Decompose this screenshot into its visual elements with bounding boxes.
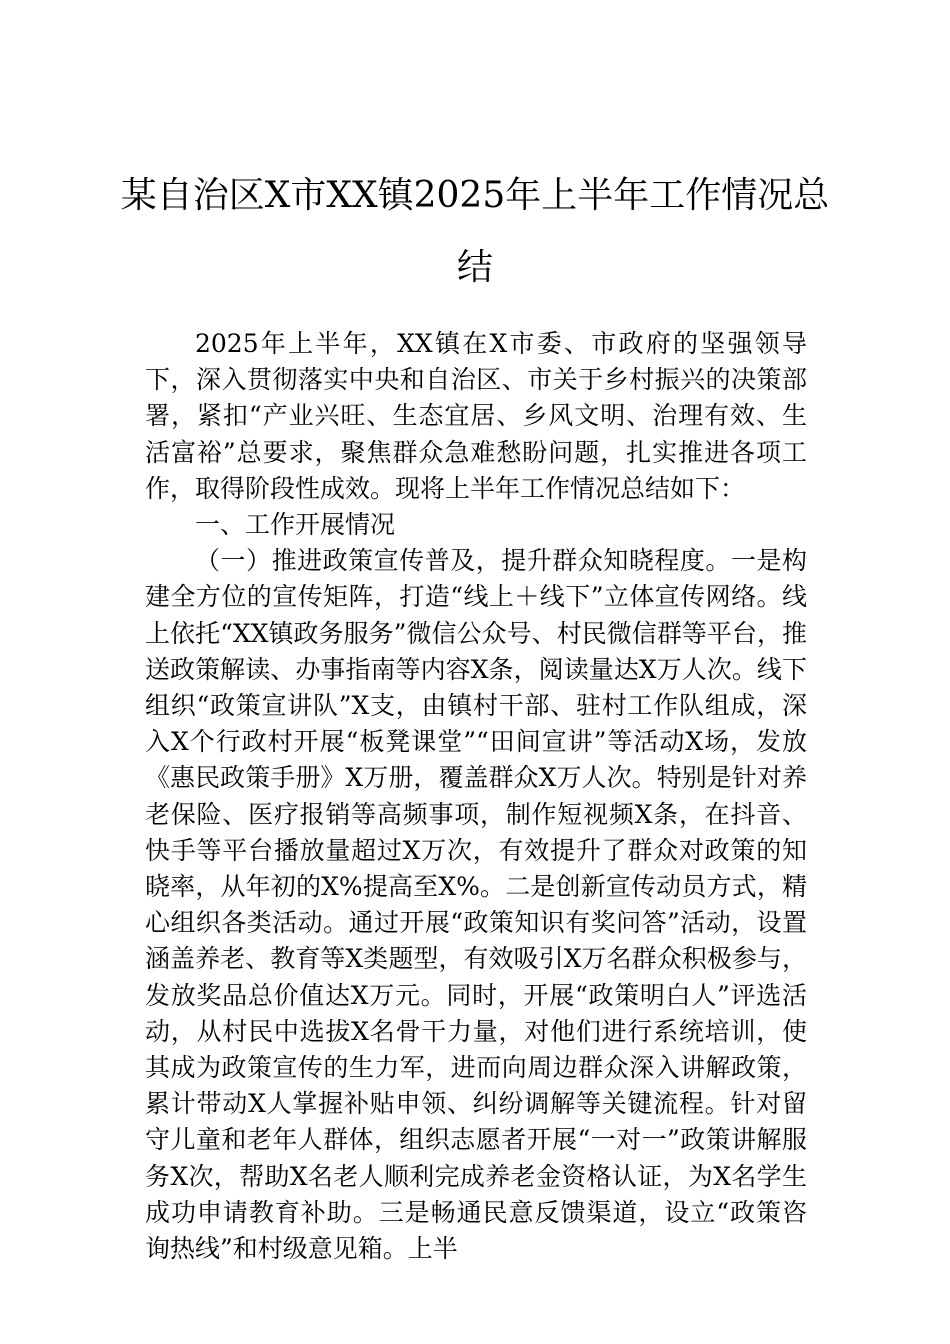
document-body [145, 326, 807, 1267]
section-heading: 一、工作开展情况 [195, 510, 396, 540]
body-paragraph: （一）推进政策宣传普及，提升群众知晓程度。一是构建全方位的宣传矩阵，打造“线上＋线下”立体宣传网络。线上依托“XX镇政务服务”微信公众号、村民微信群等平台，推送政策解读、办事指南等内容X条，阅读量达X万人次。线下组织“政策宣讲队”X支，由镇村干部、驻村工作队组成，深入X个行政村开展“板凳课堂”“田间宣讲”等活动X场，发放《惠民政策手册》X万册，覆盖群众X万人次。特别是针对养老保险、医疗报销等高频事项，制作短视频X条，在抖音、快手等平台播放量超过X万次，有效提升了群众对政策的知晓率，从年初的X%提高至X%。二是创新宣传动员方式，精心组织各类活动。通过开展“政策知识有奖问答”活动，设置涵盖养老、教育等X类题型，有效吸引X万名群众积极参与，发放奖品总价值达X万元。同时，开展“政策明白人”评选活动，从村民中选拔X名骨干力量，对他们进行系统培训，使其成为政策宣传的生力军，进而向周边群众深入讲解政策，累计带动X人掌握补贴申领、纠纷调解等关键流程。针对留守儿童和老年人群体，组织志愿者开展“一对一”政策讲解服务X次，帮助X名老人顺利完成养老金资格认证，为X名学生成功申请教育补助。三是畅通民意反馈渠道，设立“政策咨询热线”和村级意见箱。上半 [145, 546, 807, 1264]
intro-paragraph: 2025年上半年，XX镇在X市委、市政府的坚强领导下，深入贯彻落实中央和自治区、市关于乡村振兴的决策部署，紧扣“产业兴旺、生态宜居、乡风文明、治理有效、生活富裕”总要求，聚焦群众急难愁盼问题，扎实推进各项工作，取得阶段性成效。现将上半年工作情况总结如下： [145, 329, 807, 503]
document-title: 某自治区X市XX镇2025年上半年工作情况总结 [120, 175, 830, 288]
